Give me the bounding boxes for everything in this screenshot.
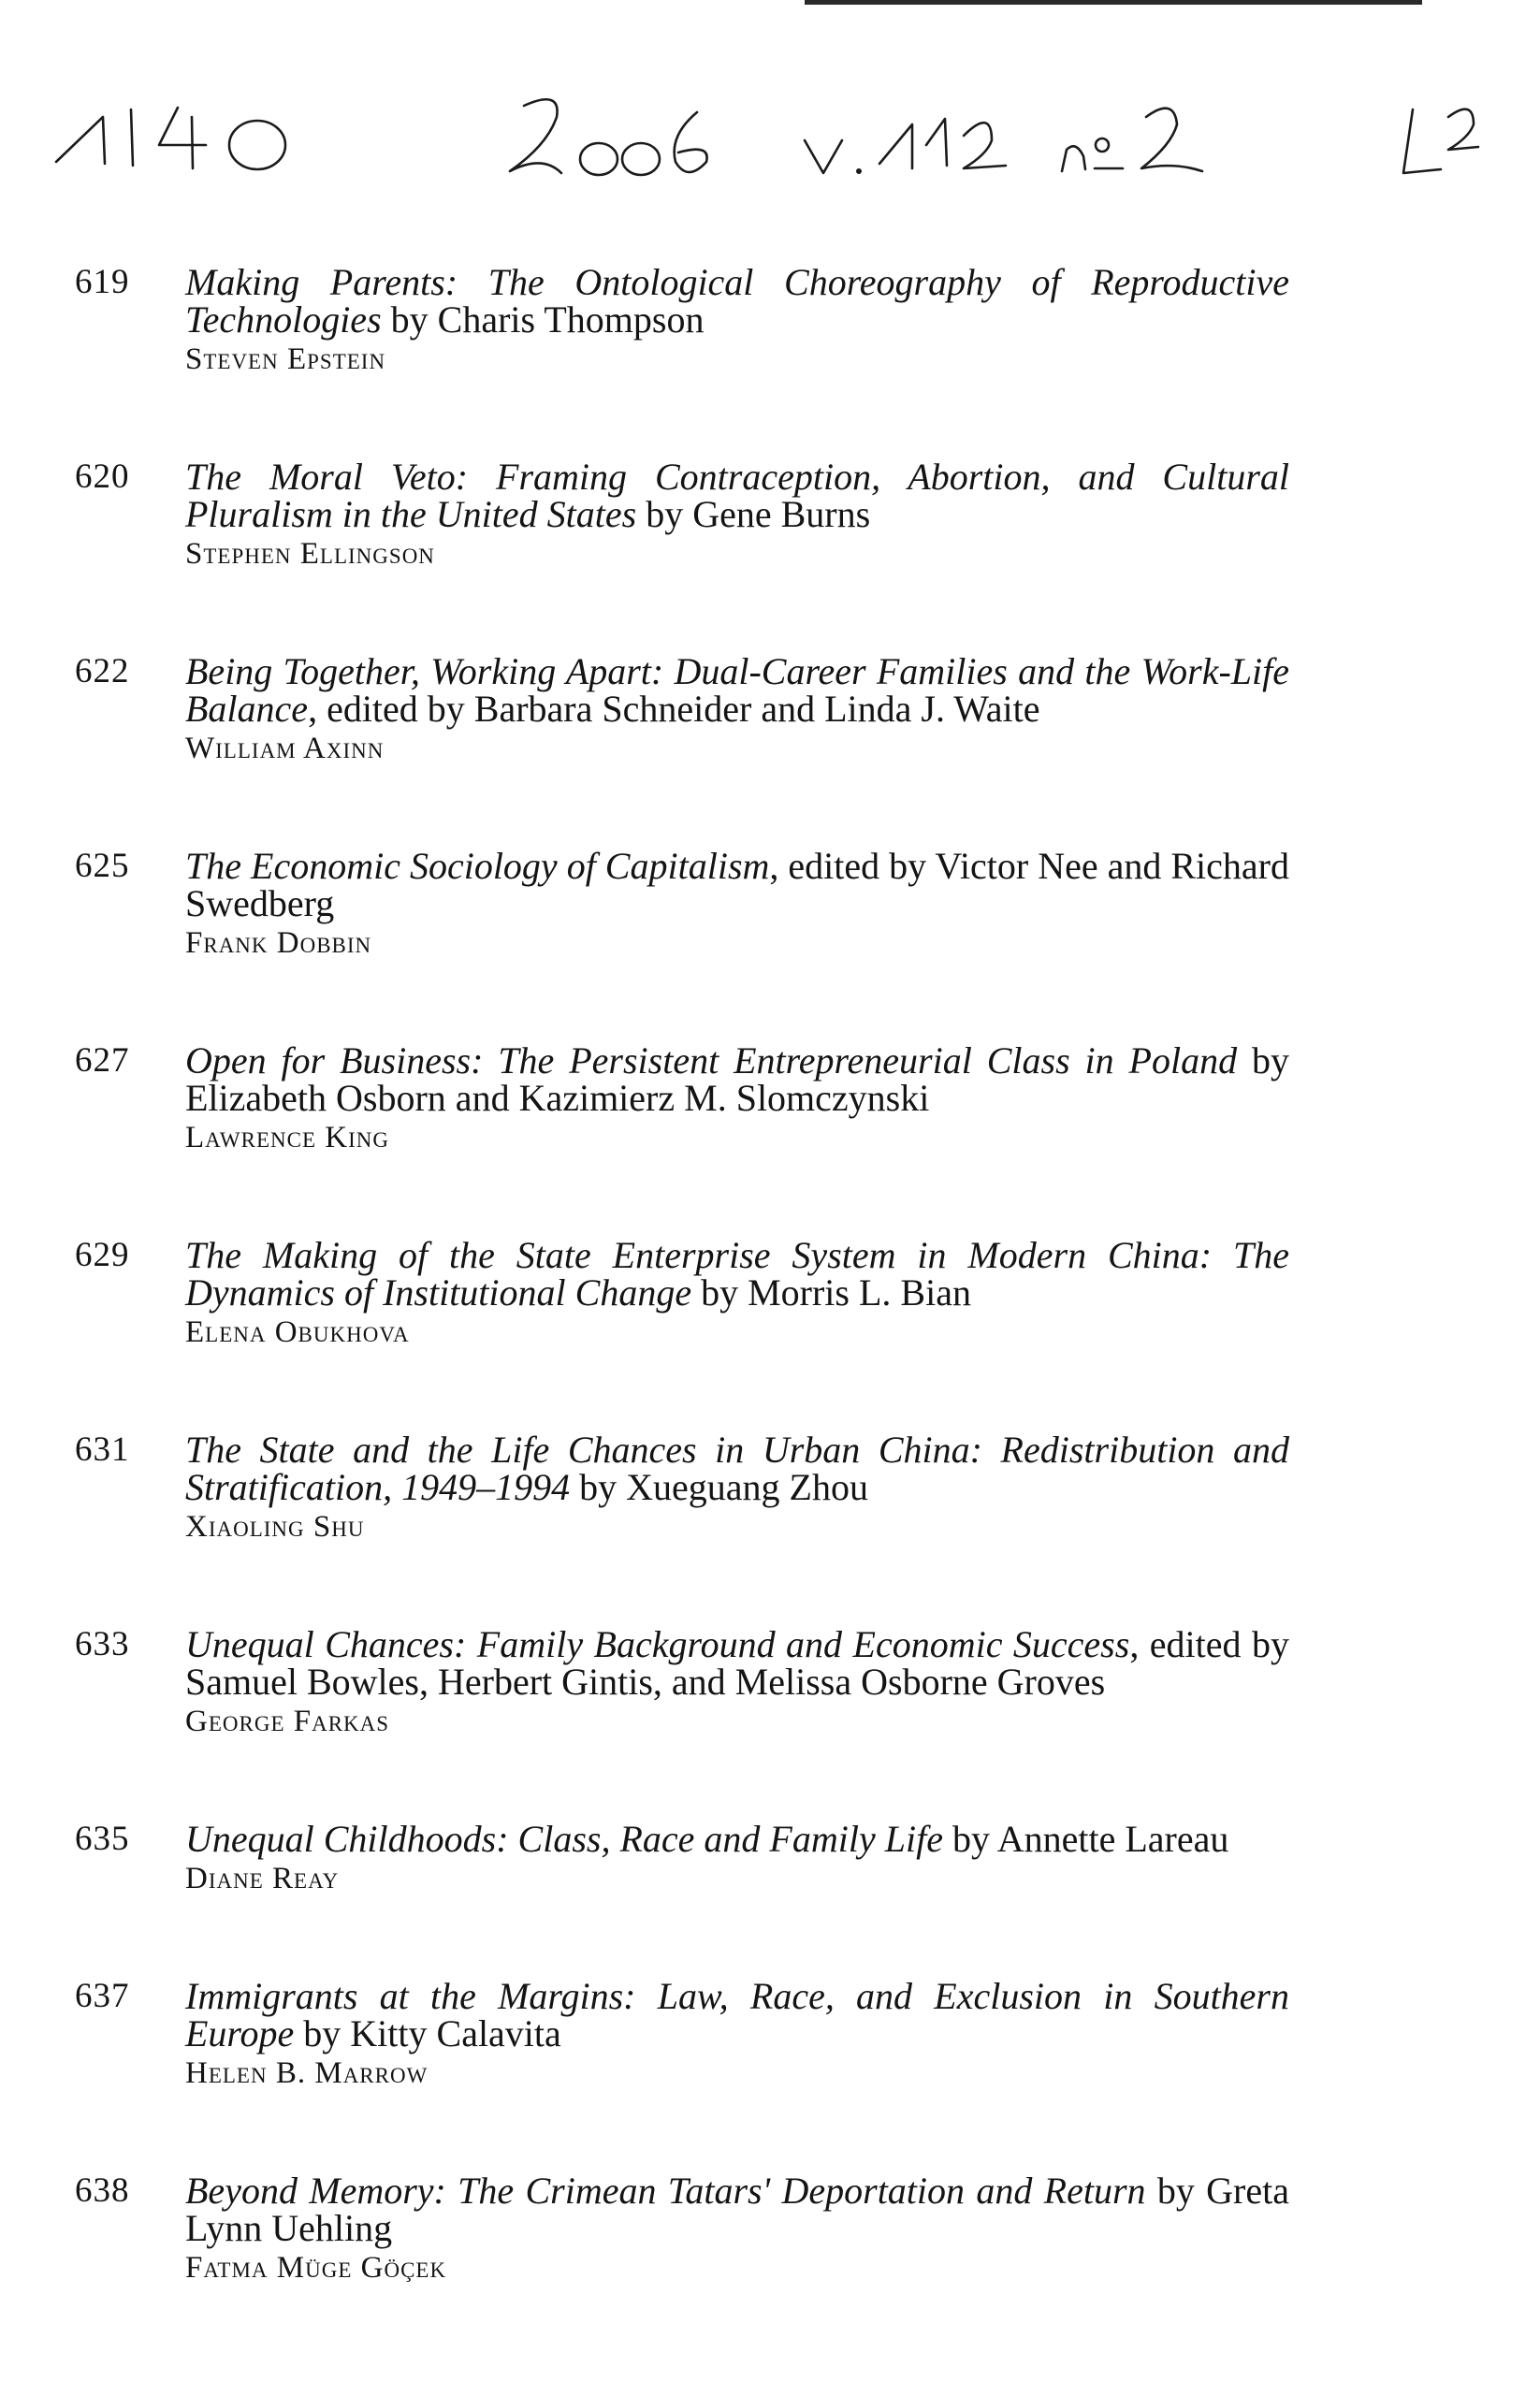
review-entry xyxy=(0,1818,1540,1899)
book-citation xyxy=(185,1975,1289,2054)
hw-stroke xyxy=(159,108,206,168)
hw-stroke xyxy=(580,143,617,175)
hw-stroke xyxy=(1403,109,1441,173)
book-citation xyxy=(185,1623,1289,1703)
book-authors: by Charis Thompson xyxy=(381,298,705,341)
book-title: Unequal Childhoods: Class, Race and Family Life xyxy=(185,1818,943,1860)
review-entry xyxy=(0,650,1540,769)
book-citation xyxy=(185,458,1289,533)
page-number: 625 xyxy=(75,847,130,885)
book-title: The Moral Veto: Framing Contraception, Abortion, and Cultural Pluralism in the United States xyxy=(185,456,1289,535)
book-authors: , edited by Barbara Schneider and Linda J. Waite xyxy=(308,688,1040,730)
page-number: 637 xyxy=(75,1977,130,2015)
book-authors: by Gene Burns xyxy=(636,493,871,535)
hw-stroke xyxy=(622,143,660,175)
page-number: 635 xyxy=(75,1820,130,1858)
book-title: Beyond Memory: The Crimean Tatars' Deportation and Return xyxy=(185,2170,1146,2212)
page-number: 627 xyxy=(75,1041,130,1080)
book-title: Immigrants at the Margins: Law, Race, and Exclusion in Southern Europe xyxy=(185,1975,1289,2054)
book-authors: by Greta Lynn Uehling xyxy=(185,2170,1290,2249)
book-title: Making Parents: The Ontological Choreography of Reproductive Technologies xyxy=(185,261,1289,341)
review-entry xyxy=(0,1234,1540,1353)
reviewer-name: William Axinn xyxy=(185,732,385,765)
book-citation xyxy=(185,1234,1289,1314)
book-citation xyxy=(185,2172,1289,2247)
review-entry xyxy=(0,1431,1540,1547)
hw-stroke xyxy=(1062,146,1085,171)
page-number: 629 xyxy=(75,1236,130,1274)
book-authors: by Elizabeth Osborn and Kazimierz M. Slomczynski xyxy=(185,1039,1289,1119)
book-title: Being Together, Working Apart: Dual-Career Families and the Work-Life Balance xyxy=(185,650,1289,730)
book-title: Unequal Chances: Family Background and Economic Success xyxy=(185,1623,1130,1665)
review-list xyxy=(0,261,1540,2367)
hw-stroke xyxy=(1448,109,1478,150)
book-citation xyxy=(185,1818,1289,1860)
book-title: The Economic Sociology of Capitalism xyxy=(185,845,770,887)
page-number: 619 xyxy=(75,263,130,301)
book-citation xyxy=(185,1431,1289,1506)
hw-stroke xyxy=(879,124,912,168)
hw-stroke xyxy=(56,117,105,164)
reviewer-name: Lawrence King xyxy=(185,1121,389,1154)
reviewer-name: Frank Dobbin xyxy=(185,926,372,960)
reviewer-name: Fatma Müge Göçek xyxy=(185,2251,447,2285)
hw-stroke xyxy=(964,123,1006,168)
hw-stroke xyxy=(675,112,707,172)
page-number: 620 xyxy=(75,457,130,496)
review-entry xyxy=(0,1039,1540,1158)
review-entry xyxy=(0,845,1540,964)
review-entry xyxy=(0,1623,1540,1742)
book-authors: by Kitty Calavita xyxy=(294,2012,561,2054)
reviewer-name: Steven Epstein xyxy=(185,342,386,376)
review-entry xyxy=(0,1975,1540,2094)
book-title: The State and the Life Chances in Urban China: Redistribution and Stratification, 1949–1994 xyxy=(185,1429,1289,1508)
page-number: 622 xyxy=(75,652,130,690)
hw-stroke xyxy=(510,99,561,173)
review-entry xyxy=(0,261,1540,380)
book-authors: by Morris L. Bian xyxy=(691,1271,971,1314)
reviewer-name: Helen B. Marrow xyxy=(185,2056,429,2090)
book-authors: , edited by Samuel Bowles, Herbert Gintis, and Melissa Osborne Groves xyxy=(185,1623,1289,1703)
book-authors: , edited by Victor Nee and Richard Swedberg xyxy=(185,845,1290,924)
hw-stroke xyxy=(926,119,947,166)
book-citation xyxy=(185,845,1290,924)
review-entry xyxy=(0,2172,1540,2288)
page-number: 633 xyxy=(75,1625,130,1663)
reviewer-name: Diane Reay xyxy=(185,1862,340,1895)
book-citation xyxy=(185,650,1289,730)
hw-stroke xyxy=(805,140,842,173)
handwritten-annotation xyxy=(0,51,1540,192)
book-title: The Making of the State Enterprise System in Modern China: The Dynamics of Institutional Change xyxy=(185,1234,1289,1314)
reviewer-name: Stephen Ellingson xyxy=(185,537,435,571)
book-authors: by Annette Lareau xyxy=(942,1818,1229,1860)
reviewer-name: Xiaoling Shu xyxy=(185,1510,365,1544)
book-citation xyxy=(185,261,1289,341)
hw-stroke xyxy=(1141,109,1202,171)
reviewer-name: George Farkas xyxy=(185,1705,390,1738)
reviewer-name: Elena Obukhova xyxy=(185,1315,410,1349)
book-authors: by Xueguang Zhou xyxy=(570,1466,868,1508)
handwritten-annotation-svg xyxy=(0,51,1540,192)
scan-edge-line xyxy=(805,0,1422,5)
book-title: Open for Business: The Persistent Entrepreneurial Class in Poland xyxy=(185,1039,1238,1082)
book-citation xyxy=(185,1039,1289,1119)
page-number: 638 xyxy=(75,2171,130,2210)
hw-stroke xyxy=(131,109,133,166)
review-entry xyxy=(0,458,1540,574)
hw-stroke xyxy=(856,168,862,174)
hw-stroke xyxy=(229,121,285,169)
hw-stroke xyxy=(1096,138,1109,152)
page-number: 631 xyxy=(75,1430,130,1469)
